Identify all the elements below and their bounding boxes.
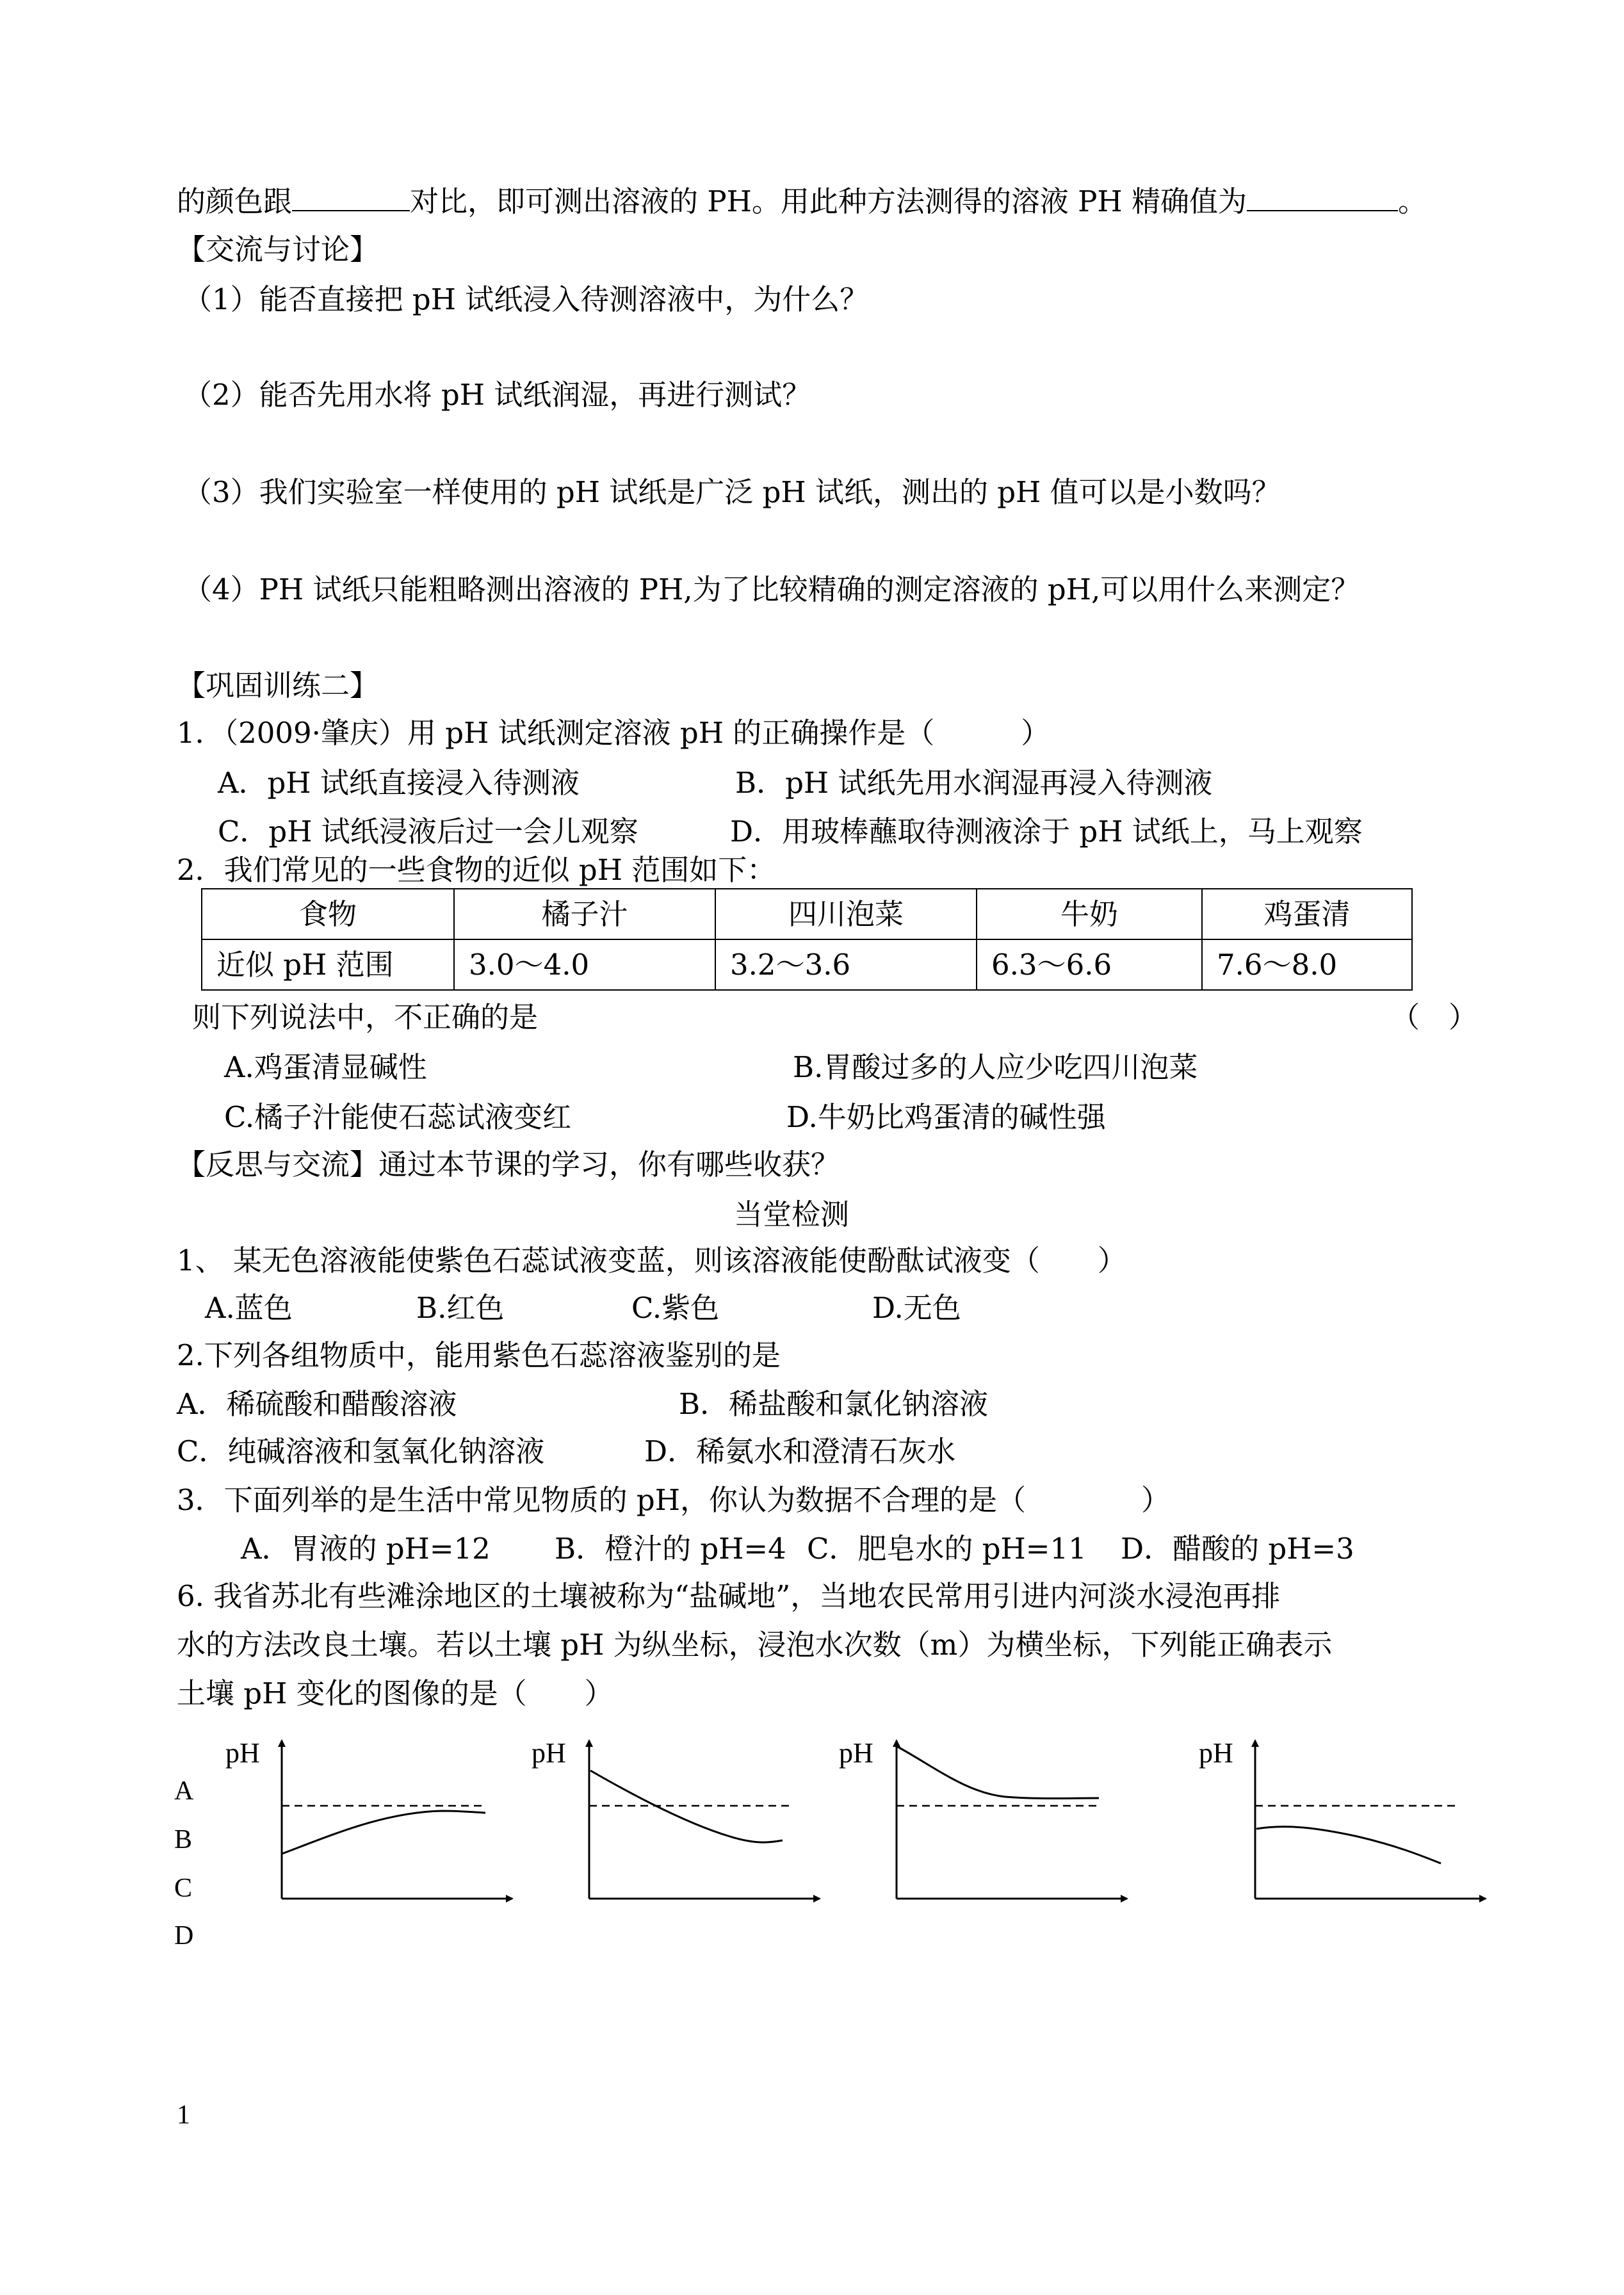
ph-curve [1256,1827,1441,1863]
table-header-cell: 鸡蛋清 [1202,889,1412,939]
table-cell: 3.2～3.6 [715,939,977,990]
graph-a-ph-label: pH [225,1737,260,1769]
discussion-heading: 【交流与讨论】 [177,232,379,266]
check-q3-stem: 3．下面列举的是生活中常见物质的 pH，你认为数据不合理的是（ ） [177,1483,1170,1517]
check-q6-line-1: 6. 我省苏北有些滩涂地区的土壤被称为“盐碱地”，当地农民常用引进内河淡水浸泡再排 [177,1579,1281,1613]
fill-in-line [177,186,1427,216]
discussion-question-2: （2）能否先用水将 pH 试纸润湿，再进行测试？ [183,378,811,412]
check-q3-option-b: B．橙汁的 pH=4 [555,1532,786,1566]
practice-heading: 【巩固训练二】 [177,669,379,702]
graph-c [871,1729,1140,1915]
graph-option-c: C [174,1874,193,1903]
practice-q2-ask: 则下列说法中，不正确的是 [192,1000,539,1034]
graph-option-a: A [174,1776,194,1806]
discussion-question-1: （1）能否直接把 pH 试纸浸入待测溶液中，为什么？ [183,282,869,316]
table-cell: 6.3～6.6 [977,939,1202,990]
ph-range-table [201,888,1413,991]
discussion-question-4: （4）PH 试纸只能粗略测出溶液的 PH,为了比较精确的测定溶液的 pH,可以用什么来测定？ [183,572,1360,606]
answer-paren[interactable]: （ ） [1391,1000,1478,1034]
check-q3-option-a: A．胃液的 pH=12 [241,1532,491,1566]
check-q6-line-2: 水的方法改良土壤。若以土壤 pH 为纵坐标，浸泡水次数（m）为横坐标，下列能正确表示 [177,1628,1333,1662]
table-row [202,939,1412,990]
check-q1-option-b: B.红色 [416,1291,505,1325]
graph-option-b: B [174,1825,193,1854]
practice-q1-option-d: D．用玻棒蘸取待测液涂于 pH 试纸上，马上观察 [730,815,1363,848]
check-q2-option-c: C．纯碱溶液和氢氧化钠溶液 [177,1434,545,1468]
check-q1-option-c: C.紫色 [631,1291,720,1325]
graph-option-d: D [174,1921,194,1950]
check-q3-option-d: D．醋酸的 pH=3 [1121,1532,1354,1566]
table-header-cell: 食物 [202,889,454,939]
discussion-question-3: （3）我们实验室一样使用的 pH 试纸是广泛 pH 试纸，测出的 pH 值可以是小数吗？ [183,475,1281,509]
table-cell: 近似 pH 范围 [202,939,454,990]
table-header-row [202,889,1412,939]
practice-q2-stem: 2．我们常见的一些食物的近似 pH 范围如下： [177,853,776,887]
practice-q1-option-b: B．pH 试纸先用水润湿再浸入待测液 [735,766,1213,800]
graph-b [564,1729,832,1915]
practice-q1-option-a: A．pH 试纸直接浸入待测液 [218,766,580,800]
check-title: 当堂检测 [734,1197,850,1231]
graph-c-ph-label: pH [839,1737,873,1769]
answer-blank-1[interactable] [292,186,410,211]
practice-q1-stem: 1．（2009·肇庆）用 pH 试纸测定溶液 pH 的正确操作是（ ） [177,716,1050,750]
fill-in-text-1: 的颜色跟 [177,184,293,218]
table-cell: 3.0～4.0 [454,939,715,990]
check-q1-option-d: D.无色 [872,1291,961,1325]
table-header-cell: 橘子汁 [454,889,715,939]
table-header-cell: 牛奶 [977,889,1202,939]
fill-in-text-3: 。 [1397,184,1427,218]
ph-curve [282,1811,485,1854]
table-cell: 7.6～8.0 [1202,939,1412,990]
check-q2-option-a: A．稀硫酸和醋酸溶液 [177,1387,457,1421]
practice-q2-option-b: B.胃酸过多的人应少吃四川泡菜 [793,1050,1198,1084]
ph-curve [898,1747,1099,1799]
check-q3-option-c: C．肥皂水的 pH=11 [807,1532,1087,1566]
check-q6-line-3: 土壤 pH 变化的图像的是（ ） [177,1676,613,1710]
reflection-prompt: 【反思与交流】通过本节课的学习，你有哪些收获？ [177,1148,840,1181]
check-q1-option-a: A.蓝色 [205,1291,293,1325]
check-q2-option-d: D．稀氨水和澄清石灰水 [644,1434,956,1468]
graph-d [1230,1729,1498,1915]
answer-blank-2[interactable] [1247,186,1398,211]
graph-d-ph-label: pH [1199,1737,1233,1769]
check-q1-stem: 1、 某无色溶液能使紫色石蕊试液变蓝，则该溶液能使酚酞试液变（ ） [177,1244,1126,1277]
table-header-cell: 四川泡菜 [715,889,977,939]
graph-b-ph-label: pH [532,1737,566,1769]
practice-q1-option-c: C．pH 试纸浸液后过一会儿观察 [218,815,638,848]
practice-q2-option-d: D.牛奶比鸡蛋清的碱性强 [786,1100,1106,1134]
page-number: 1 [177,2100,190,2130]
graph-a [256,1729,525,1915]
check-q2-option-b: B．稀盐酸和氯化钠溶液 [679,1387,989,1421]
practice-q2-option-a: A.鸡蛋清显碱性 [224,1050,427,1084]
fill-in-text-2: 对比，即可测出溶液的 PH。用此种方法测得的溶液 PH 精确值为 [410,184,1247,218]
practice-q2-option-c: C.橘子汁能使石蕊试液变红 [224,1100,572,1134]
check-q2-stem: 2.下列各组物质中，能用紫色石蕊溶液鉴别的是 [177,1338,781,1372]
